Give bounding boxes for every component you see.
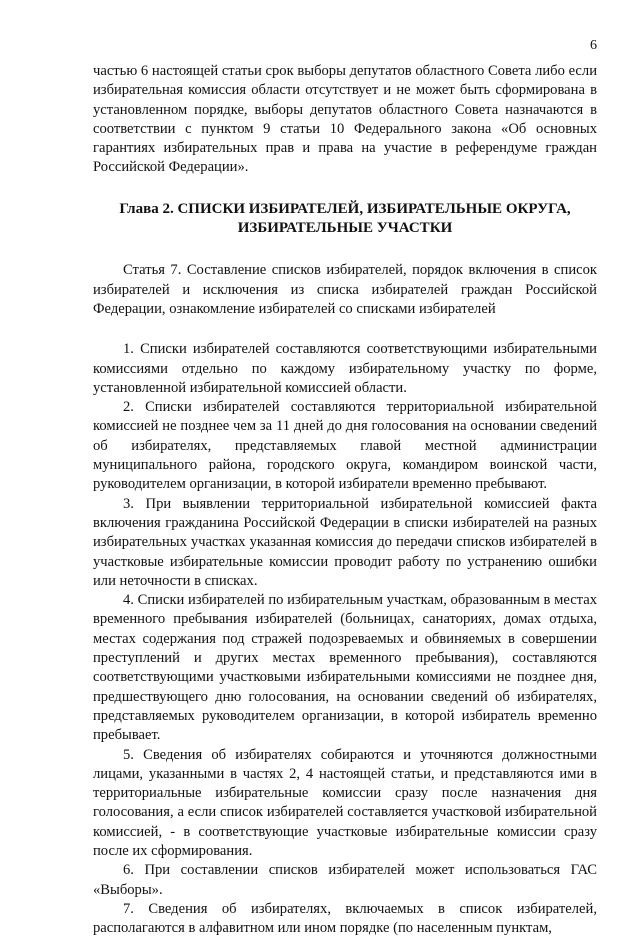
article-item-3: 3. При выявлении территориальной избирательной комиссией факта включения гражданина Российской Федерации в списки избирателей на разных избирательных участках указанная комиссия до передачи списков избирателей в участковые избирательные комиссии проводит работу по устранению ошибки или неточности в списках. bbox=[93, 495, 597, 589]
article-item-7: 7. Сведения об избирателях, включаемых в список избирателей, располагаются в алфавитном или ином порядке (по населенным пунктам, bbox=[93, 900, 597, 937]
article-title: Статья 7. Составление списков избирателей, порядок включения в список избирателей и исключения из списка избирателей граждан Российской Федерации, ознакомление избирателей со списками избирателей bbox=[93, 262, 597, 317]
article-items bbox=[93, 340, 597, 938]
intro-paragraph: частью 6 настоящей статьи срок выборы депутатов областного Совета либо если избирательная комиссия области отсутствует и не может быть сформирована в установленном порядке, выборы депутатов областного Совета назначаются в соответствии с пунктом 9 статьи 10 Федерального закона «Об основных гарантиях избирательных прав и права на участие в референдуме граждан Российской Федерации». bbox=[93, 63, 597, 176]
document-body bbox=[93, 62, 597, 938]
article-item-1: 1. Списки избирателей составляются соответствующими избирательными комиссиями отдельно по каждому избирательному участку по форме, установленной избирательной комиссией области. bbox=[93, 341, 597, 396]
chapter-title-line-1: Глава 2. СПИСКИ ИЗБИРАТЕЛЕЙ, ИЗБИРАТЕЛЬНЫЕ ОКРУГА, bbox=[119, 200, 571, 217]
article-item-4: 4. Списки избирателей по избирательным участкам, образованным в местах временного пребывания избирателей (больницах, санаториях, домах отдыха, местах содержания под стражей подозреваемых и обвиняемых в совершении преступлений и других местах временного пребывания), составляются соответствующими участковыми избирательными комиссиями не позднее дня, предшествующего дню голосования, на основании сведений об избирателях, представляемых руководителем организации, в которой избиратель временно пребывает. bbox=[93, 592, 597, 744]
article-item-6: 6. При составлении списков избирателей может использоваться ГАС «Выборы». bbox=[93, 862, 597, 898]
chapter-title bbox=[93, 200, 597, 239]
chapter-title-line-2: ИЗБИРАТЕЛЬНЫЕ УЧАСТКИ bbox=[237, 220, 453, 237]
article-item-2: 2. Списки избирателей составляются территориальной избирательной комиссией не позднее чем за 11 дней до дня голосования на основании сведений об избирателях, представляемых главой местной администрации муниципального района, городского округа, командиром воинской части, руководителем организации, в которой избиратели временно пребывают. bbox=[93, 399, 597, 493]
article-item-5: 5. Сведения об избирателях собираются и уточняются должностными лицами, указанными в частях 2, 4 настоящей статьи, и представляются ими в территориальные избирательные комиссии сразу после назначения дня голосования, а если список избирателей составляется участковой избирательной комиссией, - в соответствующие участковые избирательные комиссии сразу после их сформирования. bbox=[93, 746, 597, 859]
page-number: 6 bbox=[590, 38, 597, 53]
